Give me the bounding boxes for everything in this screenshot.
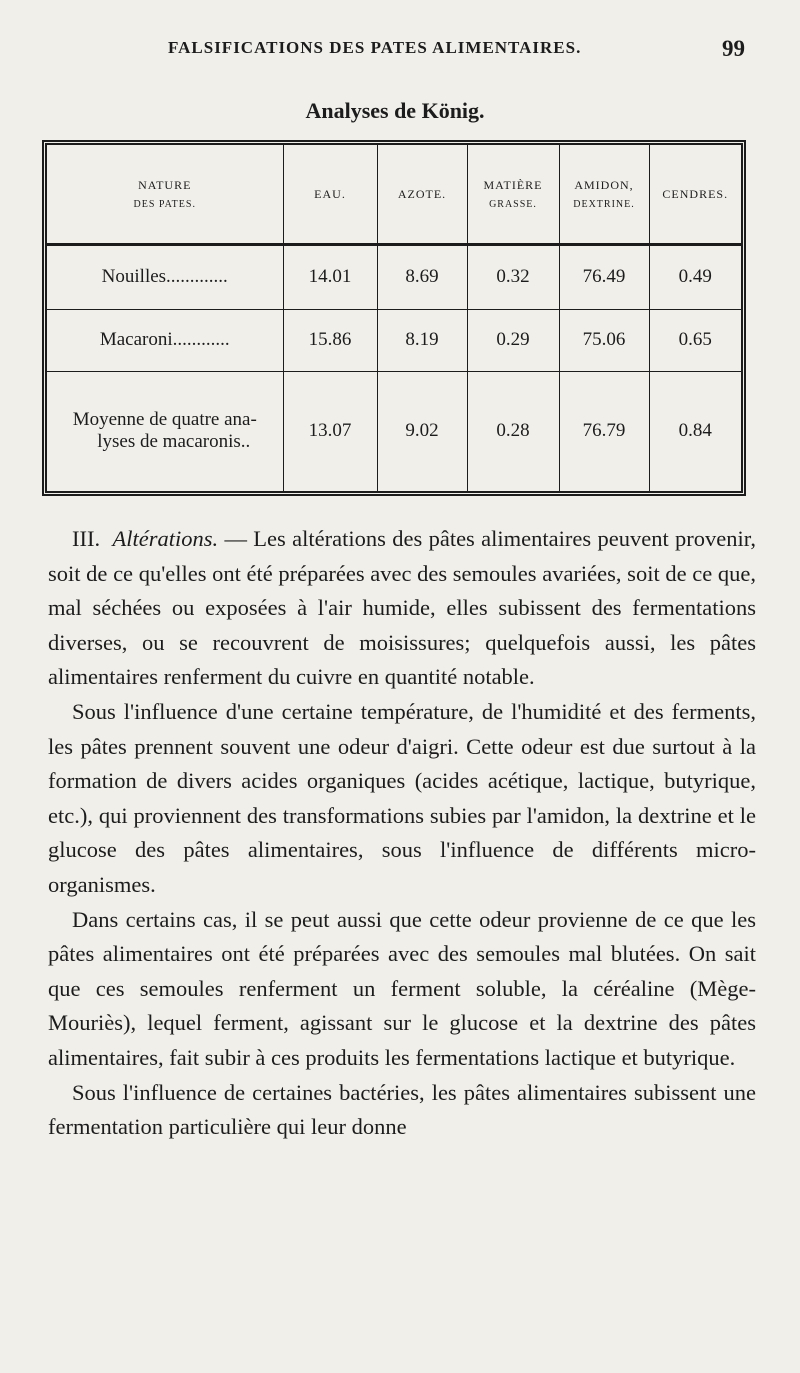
- column-header-cendres: CENDRES.: [649, 145, 741, 245]
- cell-matiere-grasse: 0.29: [467, 309, 559, 371]
- row-name: Nouilles.............: [47, 245, 283, 310]
- cell-matiere-grasse: 0.28: [467, 371, 559, 491]
- column-header-azote: AZOTE.: [377, 145, 467, 245]
- cell-eau: 15.86: [283, 309, 377, 371]
- cell-amidon-dextrine: 76.49: [559, 245, 649, 310]
- section-title: Altérations.: [112, 526, 219, 551]
- paragraph: [48, 522, 756, 695]
- column-header-eau: EAU.: [283, 145, 377, 245]
- table-row: [47, 245, 741, 310]
- table-row: [47, 309, 741, 371]
- paragraph: Dans certains cas, il se peut aussi que cette odeur provienne de ce que les pâtes alimentaires ont été préparées avec des semoules mal blutées. On sait que ces semoules renferment un ferment soluble, la céréaline (Mège-Mouriès), lequel ferment, agissant sur le glucose et la dextrine des pâtes alimentaires, fait subir à ces produits les fermentations lactique et butyrique.: [48, 906, 756, 1070]
- cell-azote: 8.19: [377, 309, 467, 371]
- analysis-table: [47, 145, 741, 491]
- cell-amidon-dextrine: 76.79: [559, 371, 649, 491]
- row-name: Macaroni............: [47, 309, 283, 371]
- row-name-line2: lyses de macaronis..: [97, 431, 251, 453]
- cell-eau: 13.07: [283, 371, 377, 491]
- table-title: Analyses de König.: [305, 98, 485, 123]
- cell-azote: 9.02: [377, 371, 467, 491]
- cell-cendres: 0.84: [649, 371, 741, 491]
- cell-eau: 14.01: [283, 245, 377, 310]
- running-head: [0, 30, 800, 70]
- cell-azote: 8.69: [377, 245, 467, 310]
- column-header-amidon-dextrine: AMIDON, DEXTRINE.: [559, 145, 649, 245]
- cell-cendres: 0.65: [649, 309, 741, 371]
- table-row: [47, 371, 741, 491]
- table-header-row: [47, 145, 741, 245]
- body-text: [48, 522, 756, 1145]
- cell-matiere-grasse: 0.32: [467, 245, 559, 310]
- paragraph-text: — Les altérations des pâtes alimentaires peuvent provenir, soit de ce qu'elles ont été préparées avec des semoules avariées, soit de ce que, mal séchées ou exposées à l'air humide, elles subissent des fermentations diverses, ou se recouvrent de moisissures; quelquefois aussi, les pâtes alimentaires renferment du cuivre en quantité notable.: [48, 526, 757, 690]
- analysis-table-frame: [42, 140, 746, 496]
- running-title: FALSIFICATIONS DES PATES ALIMENTAIRES.: [168, 38, 582, 57]
- paragraph: Sous l'influence d'une certaine température, de l'humidité et des ferments, les pâtes prennent souvent une odeur d'aigri. Cette odeur est due surtout à la formation de divers acides organiques (acides acétique, lactique, butyrique, etc.), qui proviennent des transformations subies par l'amidon, la dextrine et le glucose des pâtes alimentaires, sous l'influence de différents micro-organismes.: [48, 698, 756, 897]
- row-name-line1: Moyenne de quatre ana-: [72, 409, 257, 431]
- cell-cendres: 0.49: [649, 245, 741, 310]
- cell-amidon-dextrine: 75.06: [559, 309, 649, 371]
- column-header-matiere-grasse: MATIÈRE GRASSE.: [467, 145, 559, 245]
- column-header-nature: NATURE DES PATES.: [47, 145, 283, 245]
- paragraph: Sous l'influence de certaines bactéries, les pâtes alimentaires subissent une fermentation particulière qui leur donne: [48, 1079, 756, 1140]
- page-number: 99: [722, 36, 745, 61]
- section-number: III.: [72, 526, 101, 551]
- row-name: [47, 371, 283, 491]
